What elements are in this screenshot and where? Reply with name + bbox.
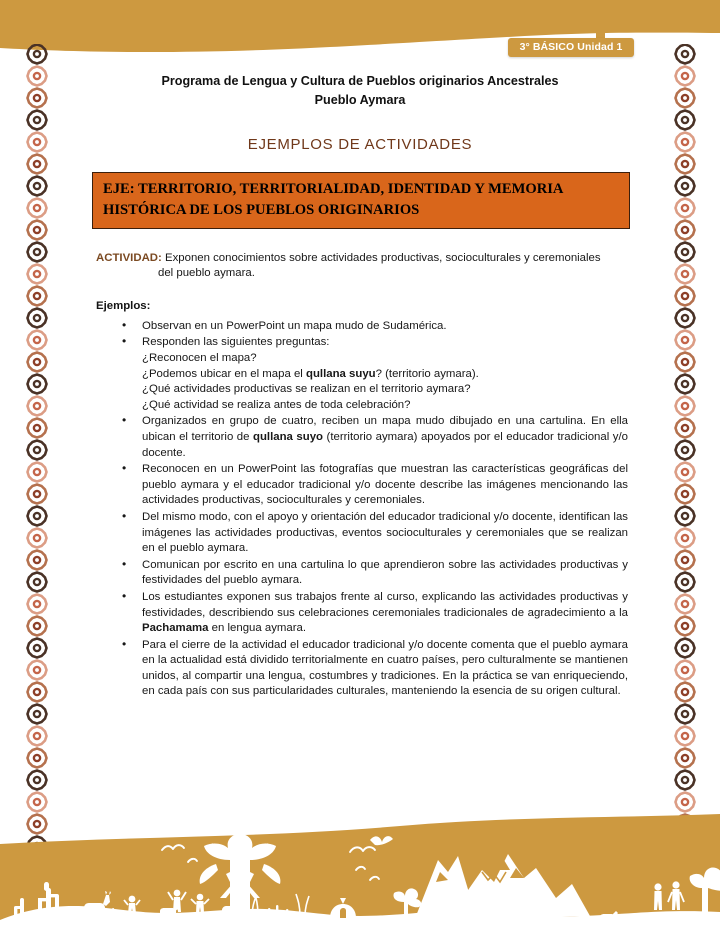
list-item-post: en lengua aymara.: [208, 622, 307, 635]
list-item-text: Reconocen en un PowerPoint las fotografías que muestran las características geográficas del pueblo aymara y el educador tradicional y/o docente describe las imágenes mencionando las actividades productivas, socioculturales y ceremoniales.: [142, 463, 628, 507]
list-item: [142, 335, 628, 413]
list-item-text: Del mismo modo, con el apoyo y orientación del educador tradicional y/o docente, identifican las imágenes las actividades productivas, eventos socioculturales y ceremoniales que se realizan en el pueblo aymara.: [142, 510, 628, 555]
list-item-text: Para el cierre de la actividad el educador tradicional y/o docente comenta que el pueblo aymara en la actualidad está dividido territorialmente en cuatro países, pero culturalmente se mantienen unidos, al compartir una lengua, costumbres y tradiciones. En la práctica se van enriqueciendo, en cada país con sus particularidades culturales, manteniendo la esencia de su origen cultural.: [142, 638, 628, 698]
unit-badge: 3° BÁSICO Unidad 1: [508, 38, 634, 57]
question-3: ¿Qué actividades productivas se realizan en el territorio aymara?: [142, 383, 471, 396]
question-1: ¿Reconocen el mapa?: [142, 352, 257, 364]
list-item: [142, 319, 628, 335]
eje-banner: EJE: TERRITORIO, TERRITORIALIDAD, IDENTIDAD Y MEMORIA HISTÓRICA DE LOS PUEBLOS ORIGINARIOS: [92, 172, 630, 229]
question-2-pre: ¿Podemos ubicar en el mapa el: [142, 367, 306, 380]
list-item-text: • Responden las siguientes preguntas:: [142, 336, 330, 349]
list-item: [142, 414, 628, 461]
list-item-pre: Organizados en grupo de cuatro, reciben un mapa mudo dibujado en una cartulina. En ella ubican el territorio de: [142, 415, 628, 443]
list-item: [142, 462, 628, 509]
question-2-bold: qullana suyu: [306, 367, 376, 380]
list-item-pre: Los estudiantes exponen sus trabajos frente al curso, explicando las actividades productivas y festividades, describiendo sus celebraciones ceremoniales tradicionales de agradecimiento a la: [142, 590, 628, 619]
list-item: [142, 558, 628, 589]
page-title: EJEMPLOS DE ACTIVIDADES: [247, 136, 473, 153]
list-item-post: (territorio aymara) apoyados por el educador tradicional y/o docente.: [142, 430, 628, 459]
list-item: [142, 638, 628, 700]
footer-landscape-illustration: [0, 812, 720, 932]
list-item: [142, 590, 628, 637]
list-item: [142, 510, 628, 557]
header-line-2: Pueblo Aymara: [314, 93, 406, 107]
question-2-tail: ? (territorio aymara).: [375, 367, 479, 380]
list-item-bold: Pachamama: [142, 622, 209, 635]
examples-label: Ejemplos:: [96, 299, 151, 312]
question-4: ¿Qué actividad se realiza antes de toda celebración?: [142, 398, 411, 411]
activity-label: ACTIVIDAD:: [96, 252, 162, 264]
question-2: [142, 367, 628, 383]
list-item-text: Observan en un PowerPoint un mapa mudo de Sudamérica.: [142, 319, 447, 332]
document-header: [110, 72, 610, 110]
header-line-1: Programa de Lengua y Cultura de Pueblos originarios Ancestrales: [161, 74, 559, 88]
left-decorative-border: [24, 44, 50, 856]
activity-text-line-1: Exponen conocimientos sobre actividades productivas, socioculturales y ceremoniales: [161, 252, 601, 264]
activity-description: [96, 251, 628, 282]
activity-text-line-2: del pueblo aymara.: [158, 267, 255, 280]
list-item-text: Comunican por escrito en una cartulina lo que aprendieron sobre las actividades productivas y festividades del pueblo aymara.: [142, 558, 628, 587]
examples-list: [96, 319, 628, 700]
list-item-bold: qullana suyo: [253, 430, 324, 443]
right-decorative-border: [672, 44, 698, 856]
